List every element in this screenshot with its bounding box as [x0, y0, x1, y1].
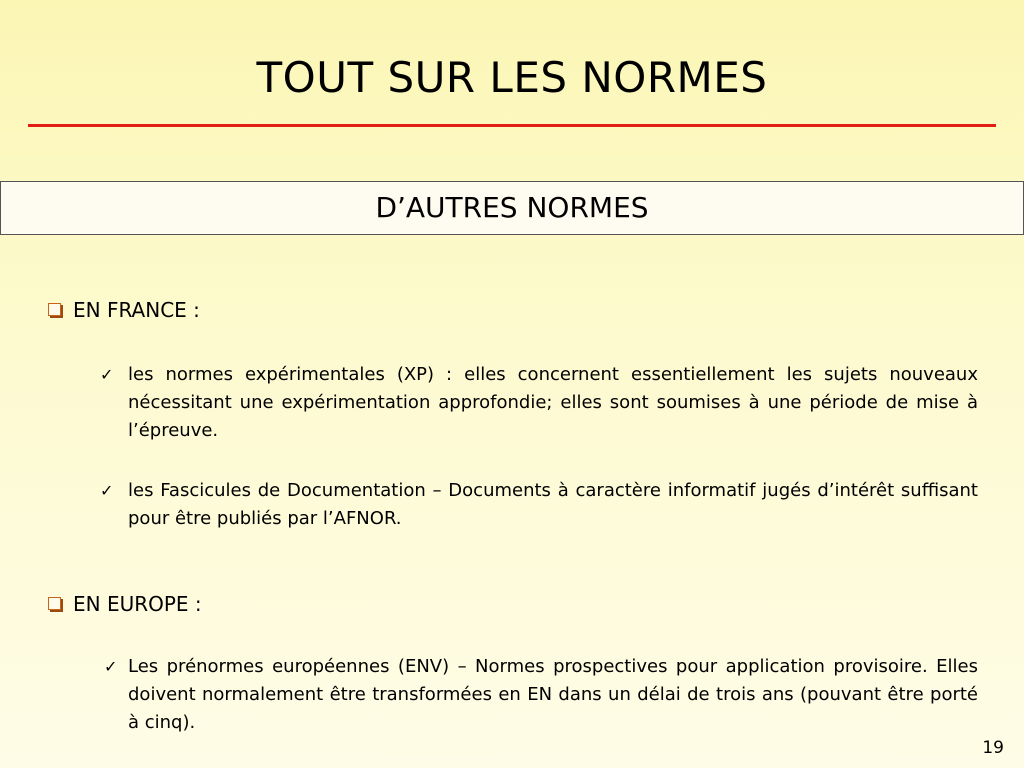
- checkmark-icon: ✓: [100, 365, 114, 384]
- checkmark-icon: ✓: [104, 657, 118, 676]
- heading-europe: [48, 590, 202, 618]
- heading-france: [48, 296, 200, 324]
- heading-france-label: EN FRANCE :: [73, 298, 200, 322]
- heading-europe-label: EN EUROPE :: [73, 592, 202, 616]
- list-item-xp: [100, 361, 978, 445]
- square-bullet-icon: [48, 597, 61, 610]
- list-item-xp-text: les normes expérimentales (XP) : elles concernent essentiellement les sujets nouveaux nécessitant une expérimentation approfondie; elles sont soumises à une période de mise à l’épreuve.: [128, 364, 978, 441]
- section-title-box: D’AUTRES NORMES: [0, 181, 1024, 235]
- list-item-env-text: Les prénormes européennes (ENV) – Normes prospectives pour application provisoire. Elles doivent normalement être transformées en EN dans un délai de trois ans (pouvant être porté à cinq).: [128, 656, 978, 733]
- list-item-fascicules-text: les Fascicules de Documentation – Documents à caractère informatif jugés d’intérêt suffisant pour être publiés par l’AFNOR.: [128, 480, 978, 529]
- square-bullet-icon: [48, 303, 61, 316]
- list-item-fascicules: [100, 477, 978, 533]
- slide-title: TOUT SUR LES NORMES: [256, 53, 768, 102]
- checkmark-icon: ✓: [100, 481, 114, 500]
- list-item-env: [104, 653, 978, 737]
- page-number: 19: [982, 738, 1004, 758]
- title-underline: [28, 124, 996, 127]
